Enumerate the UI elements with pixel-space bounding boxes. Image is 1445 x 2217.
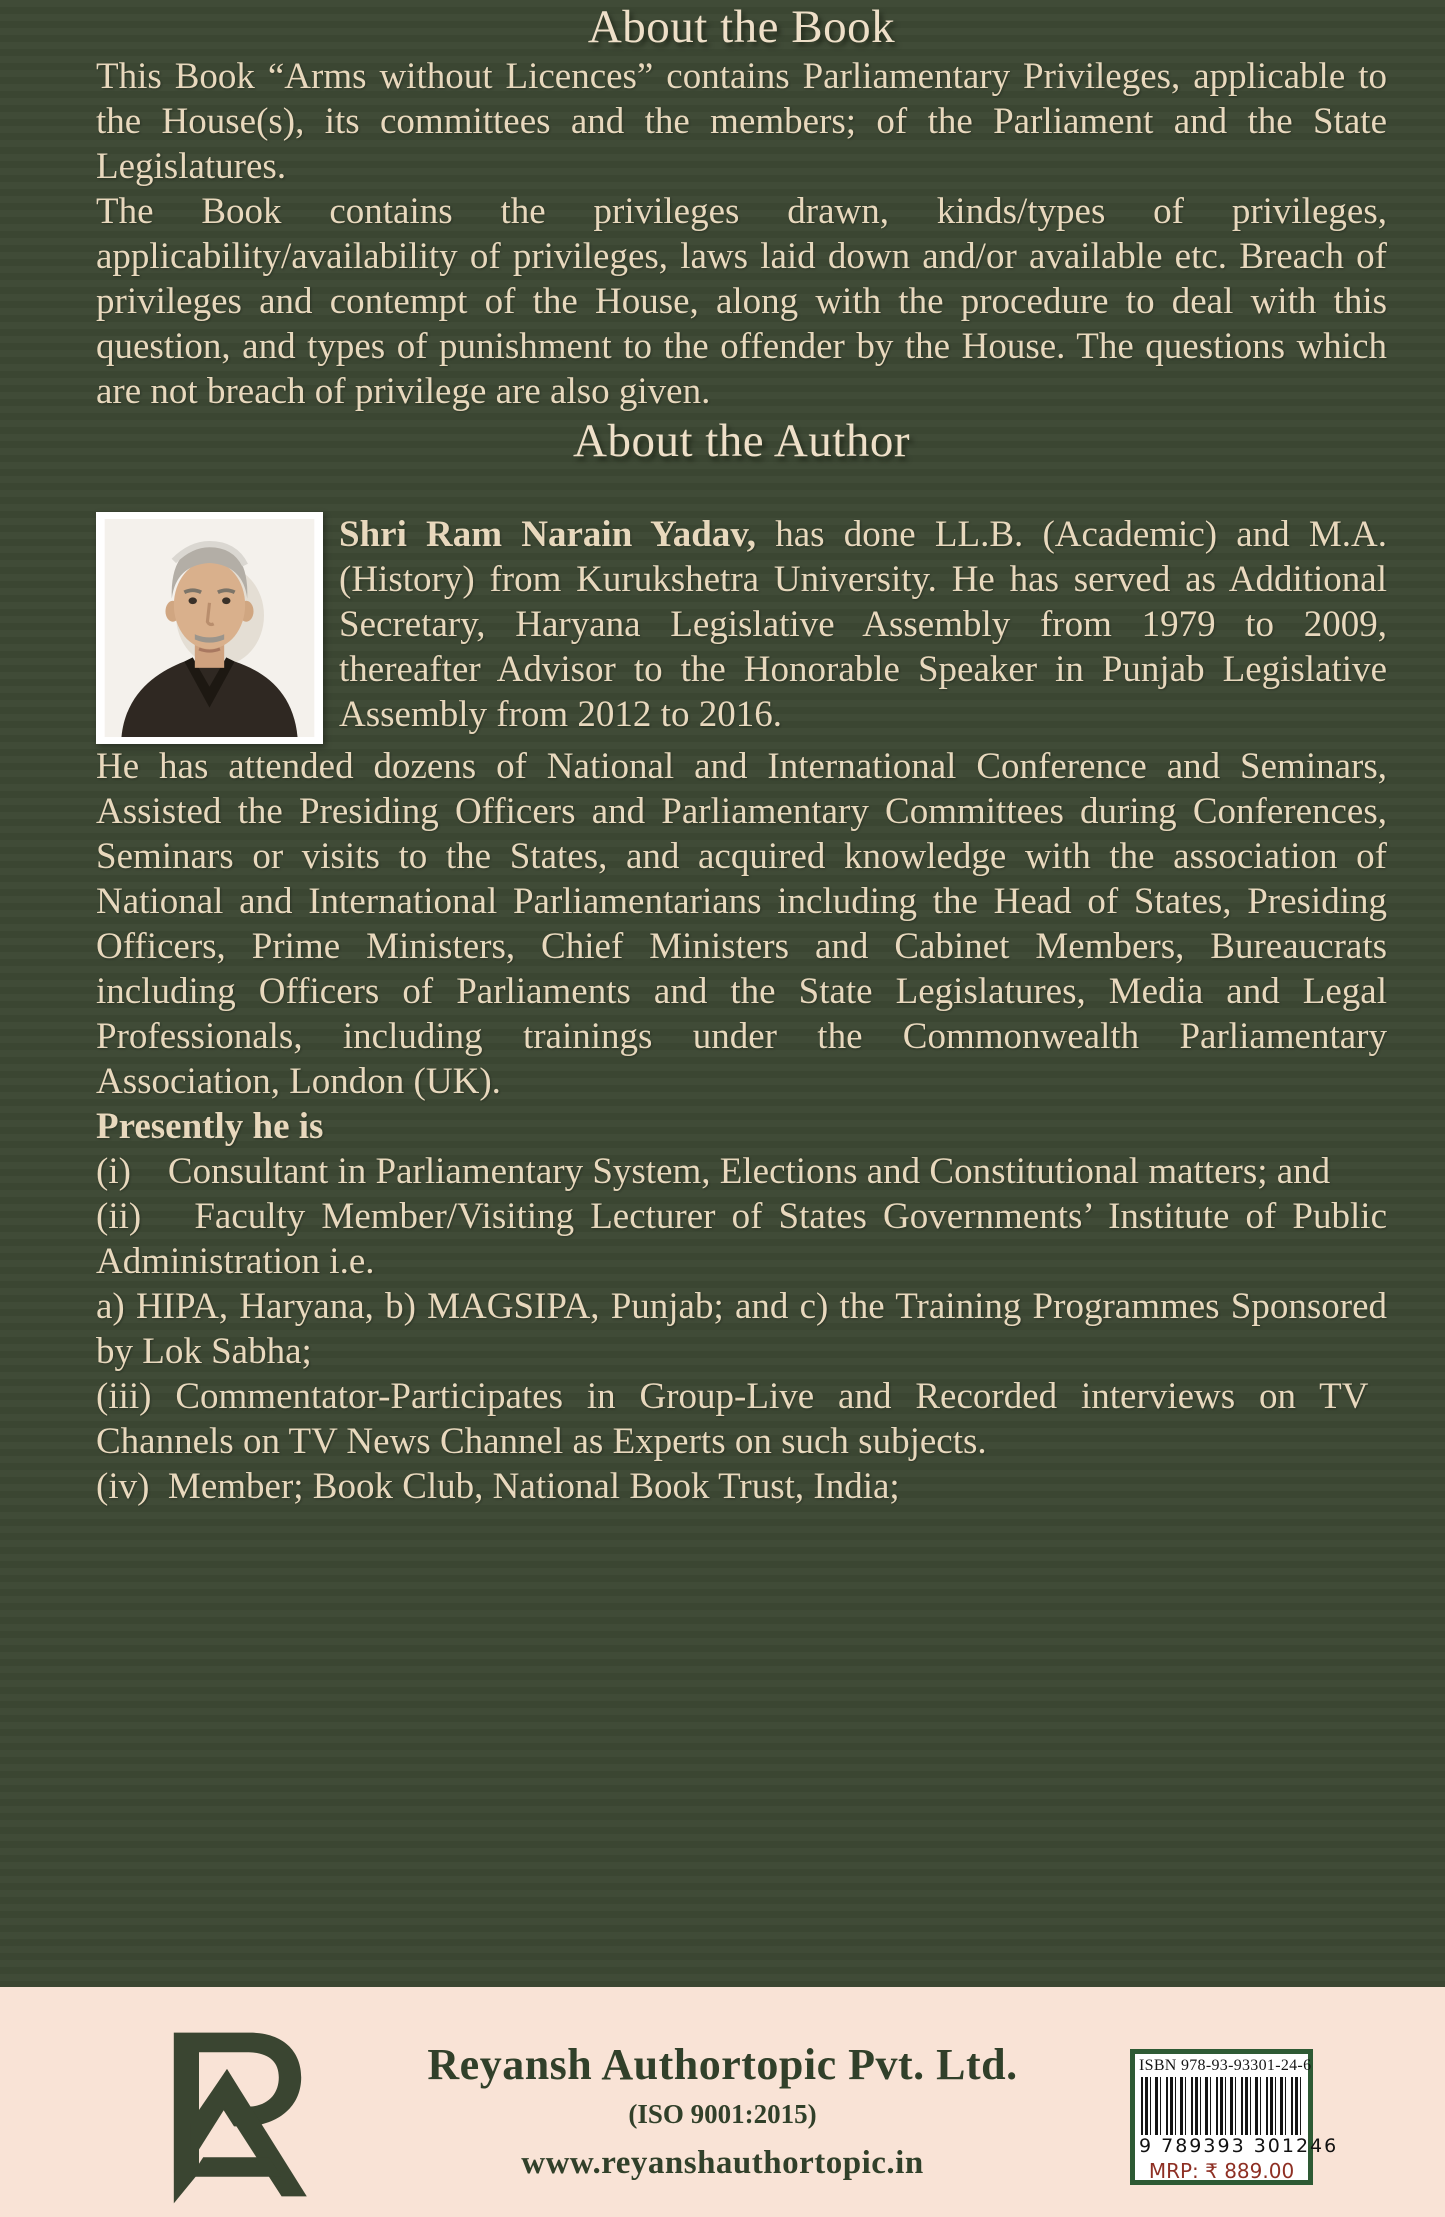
- author-bio-text: [339, 512, 1387, 737]
- publisher-logo-ra-monogram-icon: [150, 2027, 318, 2209]
- isbn-label: ISBN 978-93-93301-24-6: [1139, 2057, 1312, 2074]
- ra-monogram-icon: [150, 2027, 318, 2209]
- publisher-info-block: [427, 2039, 1017, 2182]
- author-role-iv: (iv) Member; Book Club, National Book Trust, India;: [96, 1466, 900, 1507]
- author-bio-row: [96, 512, 1387, 744]
- author-bio-paragraph: [339, 512, 1387, 737]
- barcode-number: 9 789393 301246: [1139, 2135, 1339, 2157]
- author-role-iii: (iii) Commentator-Participates in Group-Live and Recorded interviews on TV Channels on TV News Channel as Experts on such subjects.: [96, 1376, 1387, 1462]
- author-experience-paragraph: He has attended dozens of National and International Conference and Seminars, Assisted the Presiding Officers and Parliamentary Committees during Conferences, Seminars or visits to the States, and acquired knowledge with the association of National and International Parliamentarians including the Head of States, Presiding Officers, Prime Ministers, Chief Ministers and Cabinet Members, Bureaucrats including Officers of Parliaments and the State Legislatures, Media and Legal Professionals, including trainings under the Commonwealth Parliamentary Association, London (UK).: [96, 746, 1387, 1102]
- publisher-website: www.reyanshauthortopic.in: [521, 2145, 924, 2181]
- about-the-book-heading: About the Book: [587, 1, 896, 53]
- author-role-i: (i) Consultant in Parliamentary System, Elections and Constitutional matters; and: [96, 1151, 1331, 1192]
- presently-he-is-heading: Presently he is: [96, 1106, 324, 1147]
- publisher-footer: [0, 1987, 1445, 2217]
- author-name: Shri Ram Narain Yadav,: [339, 514, 757, 555]
- about-book-paragraph-1: This Book “Arms without Licences” contains Parliamentary Privileges, applicable to the House(s), its committees and the members; of the Parliament and the State Legislatures.: [96, 56, 1387, 187]
- isbn-barcode-box: [1130, 2049, 1339, 2185]
- iso-certification: (ISO 9001:2015): [628, 2099, 817, 2129]
- publisher-name: Reyansh Authortopic Pvt. Ltd.: [427, 2040, 1018, 2089]
- author-portrait-illustration: [103, 519, 316, 737]
- about-the-author-heading: About the Author: [573, 415, 910, 467]
- author-photo: [96, 512, 323, 744]
- barcode-bars: [1141, 2077, 1302, 2135]
- author-role-ii: (ii) Faculty Member/Visiting Lecturer of States Governments’ Institute of Public Administration i.e.: [96, 1196, 1387, 1282]
- author-role-institutes: a) HIPA, Haryana, b) MAGSIPA, Punjab; and c) the Training Programmes Sponsored by Lok Sabha;: [96, 1286, 1387, 1372]
- mrp-price: MRP: ₹ 889.00: [1148, 2159, 1295, 2183]
- about-book-paragraph-2: The Book contains the privileges drawn, kinds/types of privileges, applicability/availability of privileges, laws laid down and/or available etc. Breach of privileges and contempt of the House, along with the procedure to deal with this question, and types of punishment to the offender by the House. The questions which are not breach of privilege are also given.: [96, 191, 1387, 412]
- author-bio-rest: has done LL.B. (Academic) and M.A.(History) from Kurukshetra University. He has served as Additional Secretary, Haryana Legislative Assembly from 1979 to 2009, thereafter Advisor to the Honorable Speaker in Punjab Legislative Assembly from 2012 to 2016.: [339, 514, 1387, 735]
